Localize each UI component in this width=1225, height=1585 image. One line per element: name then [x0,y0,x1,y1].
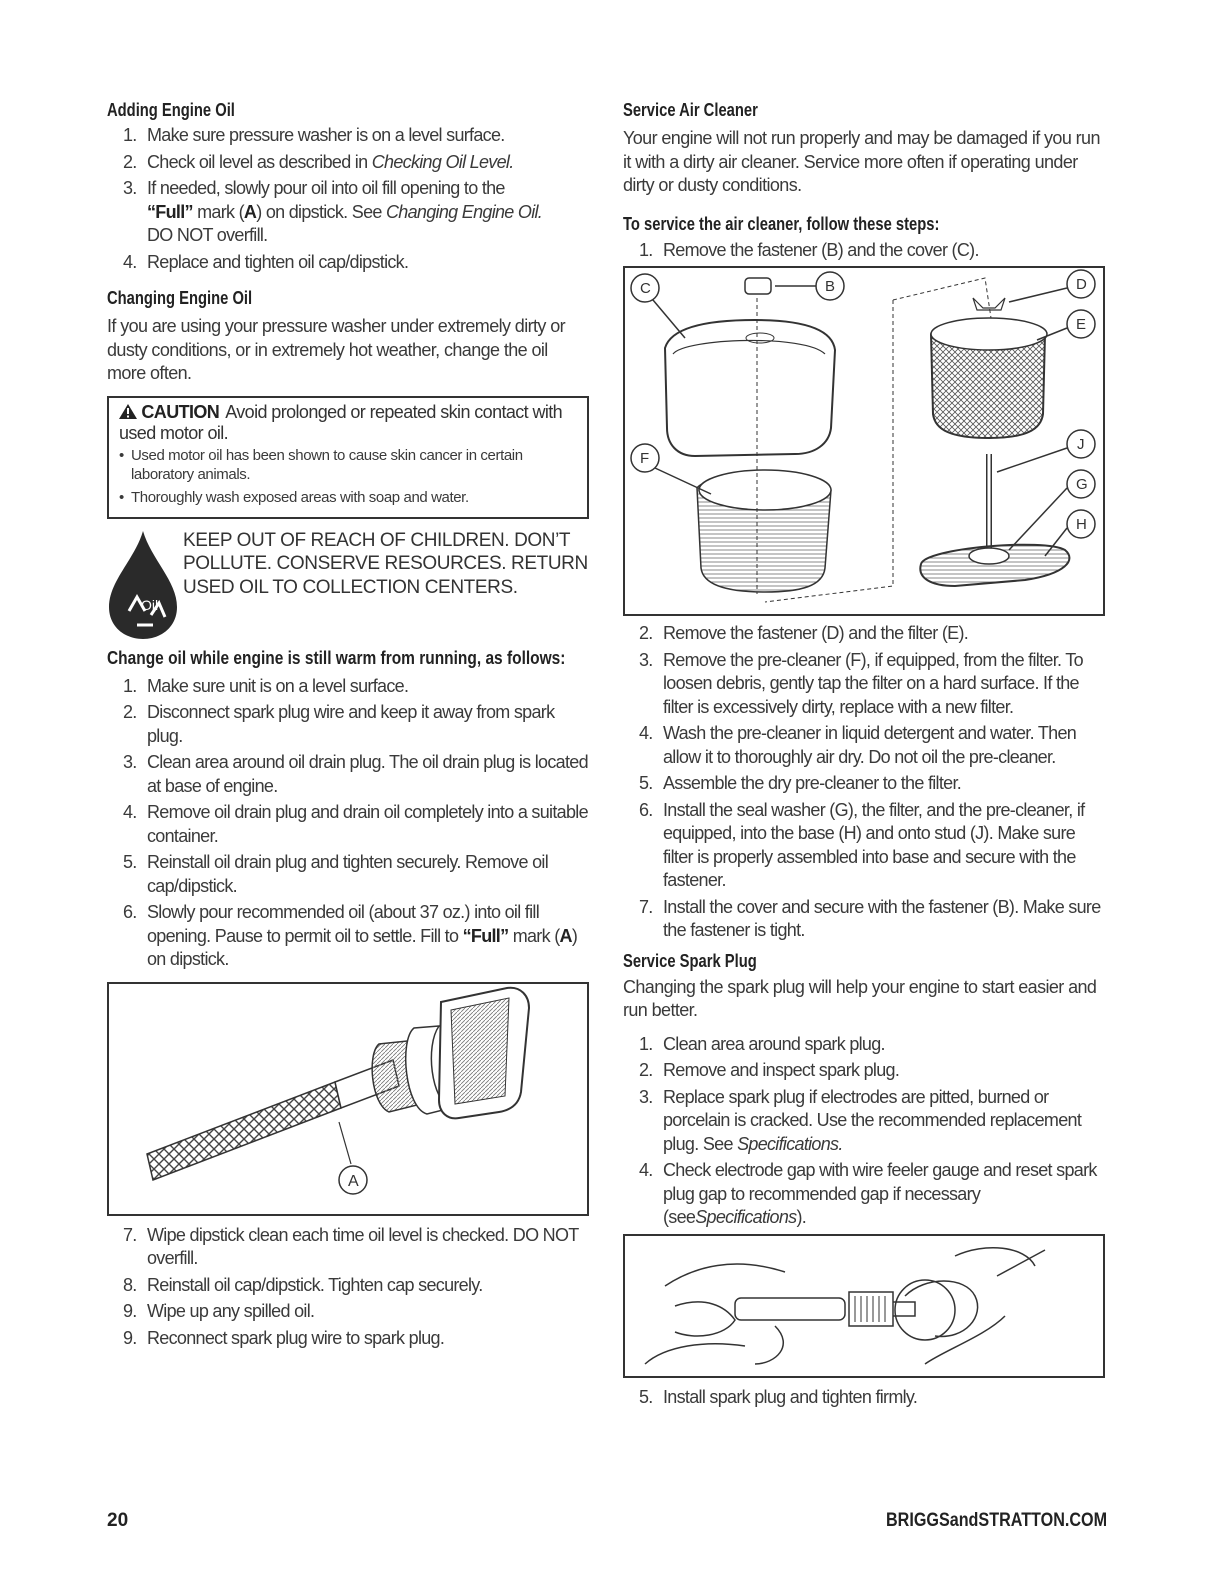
oil-recycle-message: KEEP OUT OF REACH OF CHILDREN. DON’T POLLUTE. CONSERVE RESOURCES. RETURN USED OIL TO COLLECTION CENTERS. [183,529,588,598]
after-fill-steps [107,1224,589,1351]
air-cleaner-step1 [623,239,1105,263]
list-item: 5. Install spark plug and tighten firmly. [639,1386,918,1407]
service-air-cleaner-heading: Service Air Cleaner [623,100,758,120]
list-item: 3. If needed, slowly pour oil into oil fill opening to the “Full” mark (A) on dipstick. See Changing Engine Oil. DO NOT overfill. [123,178,543,245]
list-item: • Thoroughly wash exposed areas with soap and water. [119,488,577,507]
air-cleaner-steps [623,622,1105,943]
list-item: 4. Remove oil drain plug and drain oil completely into a suitable container. [123,802,588,846]
list-item: 1. Remove the fastener (B) and the cover (C). [639,239,979,260]
changing-engine-oil-heading: Changing Engine Oil [107,288,253,308]
warning-triangle-icon [119,402,141,422]
caution-word: CAUTION [141,401,220,422]
spark-plug-gap-illustration [625,1236,1103,1372]
list-item: 4. Wash the pre-cleaner in liquid detergent and water. Then allow it to thoroughly air dry. Do not oil the pre-cleaner. [639,723,1077,767]
caution-bullets [119,446,577,507]
svg-text:A: A [348,1172,359,1190]
list-item: 9. Reconnect spark plug wire to spark plug. [123,1327,445,1348]
caution-lead: CAUTION Avoid prolonged or repeated skin contact with used motor oil. [119,401,563,443]
svg-text:Oil: Oil [141,596,159,613]
list-item: 2. Disconnect spark plug wire and keep it away from spark plug. [123,702,555,746]
list-item: 5. Assemble the dry pre-cleaner to the filter. [639,773,962,793]
svg-text:E: E [1076,316,1087,333]
list-item: 6. Install the seal washer (G), the filter, and the pre-cleaner, if equipped, into the base (H) and onto stud (J). Make sure filter is properly assembled into base and secure with the fastener. [639,799,1085,890]
svg-text:H: H [1076,516,1087,533]
service-spark-plug-heading: Service Spark Plug [623,950,757,971]
caution-box [107,396,589,519]
list-item: 2. Remove the fastener (D) and the filter (E). [639,623,969,643]
website-url: BRIGGSandSTRATTON.COM [885,1510,1107,1531]
air-cleaner-figure [623,266,1105,616]
adding-oil-steps [107,124,589,274]
changing-oil-text: If you are using your pressure washer under extremely dirty or dusty conditions, or in extremely hot weather, change the oil more often. [107,316,566,383]
list-item: 3. Remove the pre-cleaner (F), if equipped, from the filter. To loosen debris, gently tap the filter on a hard surface. If the filter is excessively dirty, replace with a new filter. [639,649,1083,717]
list-item: • Used motor oil has been shown to cause skin cancer in certain laboratory animals. [119,446,577,484]
dipstick-illustration [109,984,587,1210]
air-cleaner-text: Your engine will not run properly and may be damaged if you run it with a dirty air cleaner. Service more often if operating under dirty or dusty conditions. [623,128,1100,195]
change-oil-heading: Change oil while engine is still warm from running, as follows: [107,647,566,668]
spark-plug-steps [623,1033,1105,1230]
list-item: 7. Wipe dipstick clean each time oil level is checked. DO NOT overfill. [123,1224,579,1268]
list-item: 6. Slowly pour recommended oil (about 37 oz.) into oil fill opening. Pause to permit oil to settle. Fill to “Full” mark (A) on dipstick. [123,902,578,969]
oil-recycle-notice [107,529,589,641]
adding-engine-oil-heading: Adding Engine Oil [107,100,235,120]
list-item: 4. Check electrode gap with wire feeler gauge and reset spark plug gap to recommended gap if necessary (seeSpecifications). [639,1160,1097,1227]
oil-drop-recycle-icon [107,529,179,646]
list-item: 5. Reinstall oil drain plug and tighten securely. Remove oil cap/dipstick. [123,852,549,896]
svg-text:G: G [1076,476,1088,493]
list-item: 1. Make sure pressure washer is on a level surface. [123,125,505,145]
air-cleaner-illustration [625,268,1103,610]
list-item: 3. Clean area around oil drain plug. The oil drain plug is located at base of engine. [123,752,588,796]
spark-plug-figure [623,1234,1105,1378]
right-column [623,100,1105,1412]
list-item: 2. Remove and inspect spark plug. [639,1060,900,1080]
list-item: 9. Wipe up any spilled oil. [123,1301,315,1321]
changing-engine-oil-section [107,288,589,386]
svg-text:D: D [1076,276,1087,293]
list-item: 1. Make sure unit is on a level surface. [123,675,409,696]
spark-plug-text: Changing the spark plug will help your engine to start easier and run better. [623,976,1097,1020]
service-air-cleaner-section [623,100,1105,198]
dipstick-figure [107,982,589,1216]
adding-engine-oil-section [107,100,589,274]
svg-text:F: F [640,450,650,467]
air-cleaner-steps-heading: To service the air cleaner, follow these steps: [623,213,940,234]
list-item: 8. Reinstall oil cap/dipstick. Tighten cap securely. [123,1274,483,1295]
list-item: 4. Replace and tighten oil cap/dipstick. [123,251,409,272]
svg-text:B: B [825,278,836,295]
change-oil-procedure [107,647,589,972]
svg-text:J: J [1077,436,1085,453]
list-item: 1. Clean area around spark plug. [639,1033,885,1054]
list-item: 7. Install the cover and secure with the fastener (B). Make sure the fastener is tight. [639,896,1101,940]
change-oil-steps [107,675,589,972]
left-column [107,100,589,1353]
service-spark-plug-section [623,951,1105,1023]
svg-text:C: C [640,280,651,297]
spark-plug-final-step [623,1386,1105,1410]
list-item: 2. Check oil level as described in Checking Oil Level. [123,151,514,172]
page-number: 20 [107,1510,129,1531]
list-item: 3. Replace spark plug if electrodes are pitted, burned or porcelain is cracked. Use the recommended replacement plug. See Specifications. [639,1086,1082,1154]
